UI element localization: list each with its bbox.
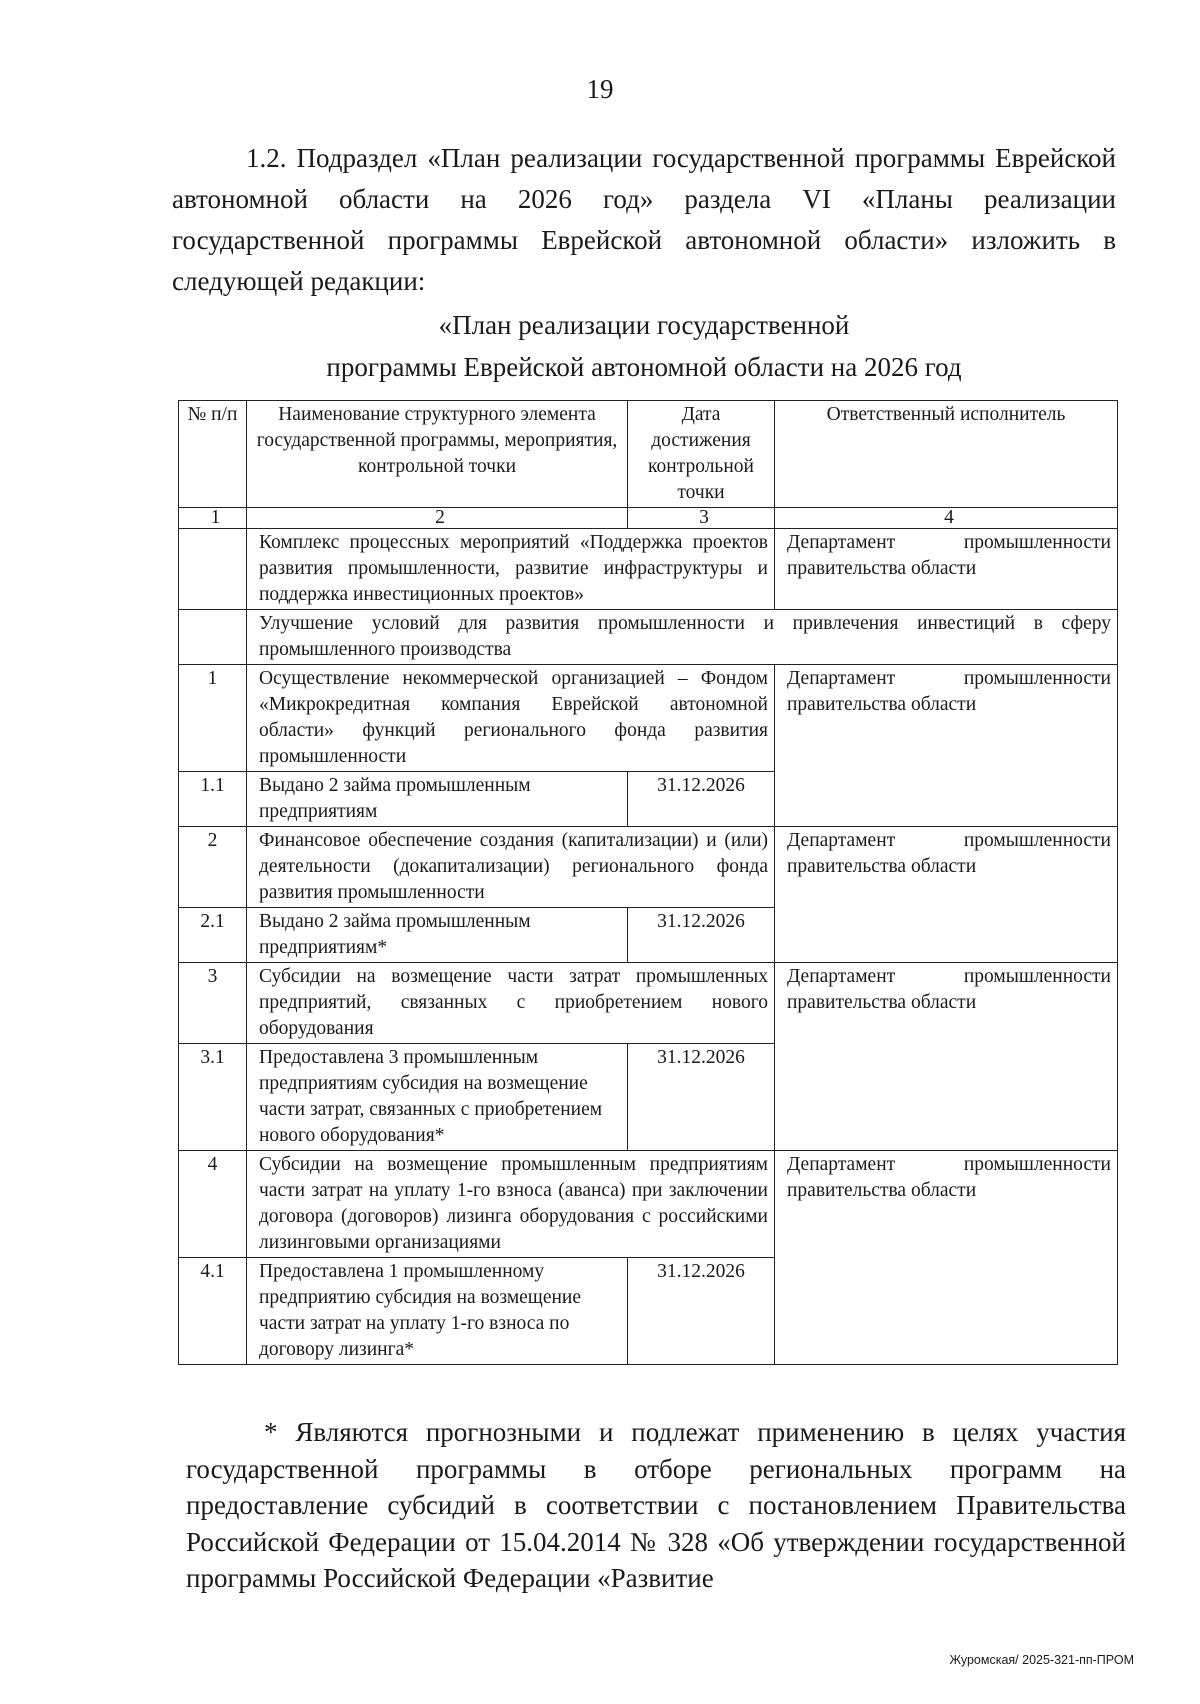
- row-num: 3: [179, 963, 247, 1044]
- complex-row: [179, 529, 1118, 610]
- column-number: 1: [179, 508, 247, 529]
- row-name: Осуществление некоммерческой организацией – Фондом «Микрокредитная компания Еврейской автономной области» функций регионального фонда развития промышленности: [247, 665, 775, 772]
- header-date: Дата достижения контрольной точки: [628, 401, 775, 508]
- row-num: 1: [179, 665, 247, 772]
- row-executor: Департамент промышленности правительства области: [775, 1151, 1118, 1365]
- row-executor: Департамент промышленности правительства области: [775, 665, 1118, 827]
- checkpoint-name: Предоставлена 3 промышленным предприятиям субсидия на возмещение части затрат, связанных с приобретением нового оборудования*: [247, 1044, 628, 1151]
- row-name: Финансовое обеспечение создания (капитализации) и (или) деятельности (докапитализации) регионального фонда развития промышленности: [247, 827, 775, 908]
- table-row: [179, 827, 1118, 908]
- header-name: Наименование структурного элемента государственной программы, мероприятия, контрольной точки: [247, 401, 628, 508]
- checkpoint-num: 3.1: [179, 1044, 247, 1151]
- plan-title: [172, 304, 1116, 388]
- checkpoint-num: 1.1: [179, 772, 247, 827]
- row-num: 2: [179, 827, 247, 908]
- plan-title-line-1: «План реализации государственной: [438, 310, 850, 340]
- checkpoint-name: Предоставлена 1 промышленному предприятию субсидия на возмещение части затрат на уплату 1-го взноса по договору лизинга*: [247, 1258, 628, 1365]
- task-name: Улучшение условий для развития промышленности и привлечения инвестиций в сферу промышленного производства: [247, 610, 1118, 665]
- header-num: № п/п: [179, 401, 247, 508]
- column-number: 2: [247, 508, 628, 529]
- column-number: 4: [775, 508, 1118, 529]
- column-numbers-row: [179, 508, 1118, 529]
- checkpoint-date: 31.12.2026: [628, 772, 775, 827]
- row-name: Субсидии на возмещение части затрат промышленных предприятий, связанных с приобретением нового оборудования: [247, 963, 775, 1044]
- task-row: [179, 610, 1118, 665]
- table-header-row: [179, 401, 1118, 508]
- checkpoint-name: Выдано 2 займа промышленным предприятиям: [247, 772, 628, 827]
- checkpoint-date: 31.12.2026: [628, 908, 775, 963]
- intro-paragraph: 1.2. Подраздел «План реализации государственной программы Еврейской автономной области на 2026 год» раздела VI «Планы реализации государственной программы Еврейской автономной области» изложить в следующей редакции:: [172, 143, 1116, 296]
- table-row: [179, 665, 1118, 772]
- plan-table: [178, 400, 1118, 1365]
- complex-executor: Департамент промышленности правительства области: [775, 529, 1118, 610]
- footnote: * Являются прогнозными и подлежат применению в целях участия государственной программы в отборе региональных программ на предоставление субсидий в соответствии с постановлением Правительства Российской Федерации от 15.04.2014 № 328 «Об утверждении государственной программы Российской Федерации «Развитие: [186, 1417, 1126, 1593]
- checkpoint-num: 4.1: [179, 1258, 247, 1365]
- row-name: Субсидии на возмещение промышленным предприятиям части затрат на уплату 1-го взноса (аванса) при заключении договора (договоров) лизинга оборудования с российскими лизинговыми организациями: [247, 1151, 775, 1258]
- header-executor: Ответственный исполнитель: [775, 401, 1118, 508]
- complex-name: Комплекс процессных мероприятий «Поддержка проектов развития промышленности, развитие инфраструктуры и поддержка инвестиционных проектов»: [247, 529, 775, 610]
- plan-title-line-2: программы Еврейской автономной области на 2026 год: [326, 352, 962, 382]
- column-number: 3: [628, 508, 775, 529]
- row-executor: Департамент промышленности правительства области: [775, 963, 1118, 1151]
- footer-code: Журомская/ 2025-321-пп-ПРОМ: [949, 1653, 1134, 1667]
- checkpoint-name: Выдано 2 займа промышленным предприятиям*: [247, 908, 628, 963]
- checkpoint-num: 2.1: [179, 908, 247, 963]
- table-row: [179, 963, 1118, 1044]
- row-num: 4: [179, 1151, 247, 1258]
- page-number: 19: [586, 74, 614, 104]
- checkpoint-date: 31.12.2026: [628, 1044, 775, 1151]
- table-row: [179, 1151, 1118, 1258]
- checkpoint-date: 31.12.2026: [628, 1258, 775, 1365]
- row-executor: Департамент промышленности правительства области: [775, 827, 1118, 963]
